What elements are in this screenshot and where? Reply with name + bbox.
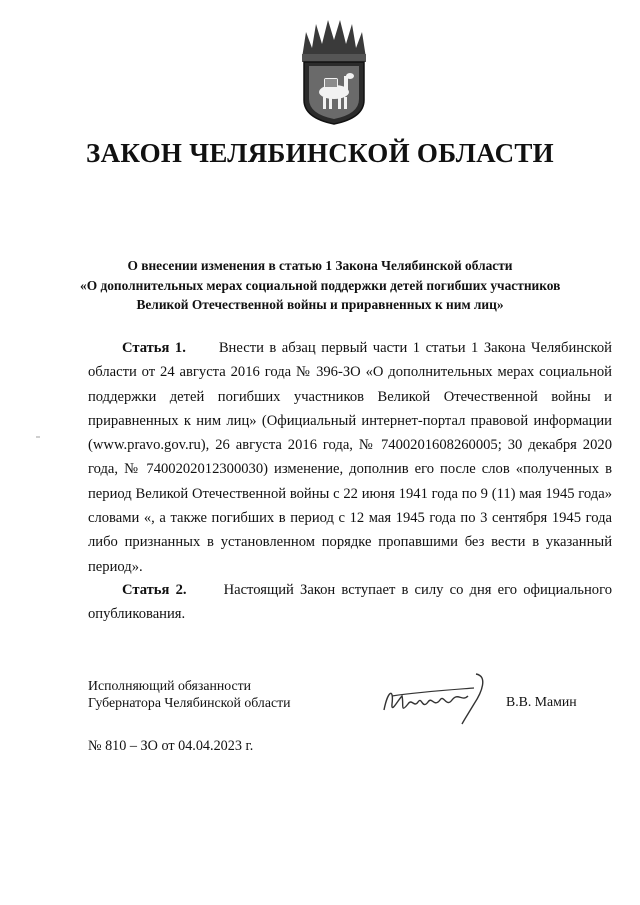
- subtitle-line: Великой Отечественной войны и приравненных к ним лиц»: [136, 297, 504, 312]
- article-text: Настоящий Закон вступает в силу со дня его официального опубликования.: [88, 582, 612, 623]
- signatory-role-line: Исполняющий обязанности: [88, 678, 251, 693]
- article-1: [88, 336, 612, 579]
- subtitle-line: О внесении изменения в статью 1 Закона Челябинской области: [127, 258, 513, 273]
- signatory-role-line: Губернатора Челябинской области: [88, 695, 291, 710]
- document-number: № 810 – ЗО от 04.04.2023 г.: [88, 738, 254, 754]
- law-subtitle: [80, 256, 560, 315]
- subtitle-line: «О дополнительных мерах социальной поддержки детей погибших участников: [80, 277, 561, 293]
- margin-mark: [36, 436, 40, 438]
- article-label: Статья 1.: [122, 340, 186, 356]
- article-label: Статья 2.: [122, 582, 187, 598]
- article-text: Внести в абзац первый части 1 статьи 1 Закона Челябинской области от 24 августа 2016 года № 396-ЗО «О дополнительных мерах социальной поддержки детей погибших участников Великой Отечественной войны и приравненных к ним лиц» (Официальный интернет-портал правовой информации (www.pravo.gov.ru), 26 августа 2016 года, № 7400201608260005; 30 декабря 2020 года, № 7400202012300030) изменение, дополнив его после слов «полученных в период Великой Отечественной войны с 22 июня 1941 года по 9 (11) мая 1945 года» словами «, а также погибших в период с 12 мая 1945 года по 3 сентября 1945 года либо признанных в установленном порядке пропавшими без вести в указанный период».: [88, 340, 612, 575]
- handwritten-signature-icon: [378, 670, 496, 726]
- signatory-name: В.В. Мамин: [506, 694, 577, 709]
- signatory-role: [88, 677, 290, 711]
- law-title: ЗАКОН ЧЕЛЯБИНСКОЙ ОБЛАСТИ: [86, 138, 554, 168]
- article-2: [88, 578, 612, 627]
- chelyabinsk-coat-of-arms-icon: [296, 18, 372, 126]
